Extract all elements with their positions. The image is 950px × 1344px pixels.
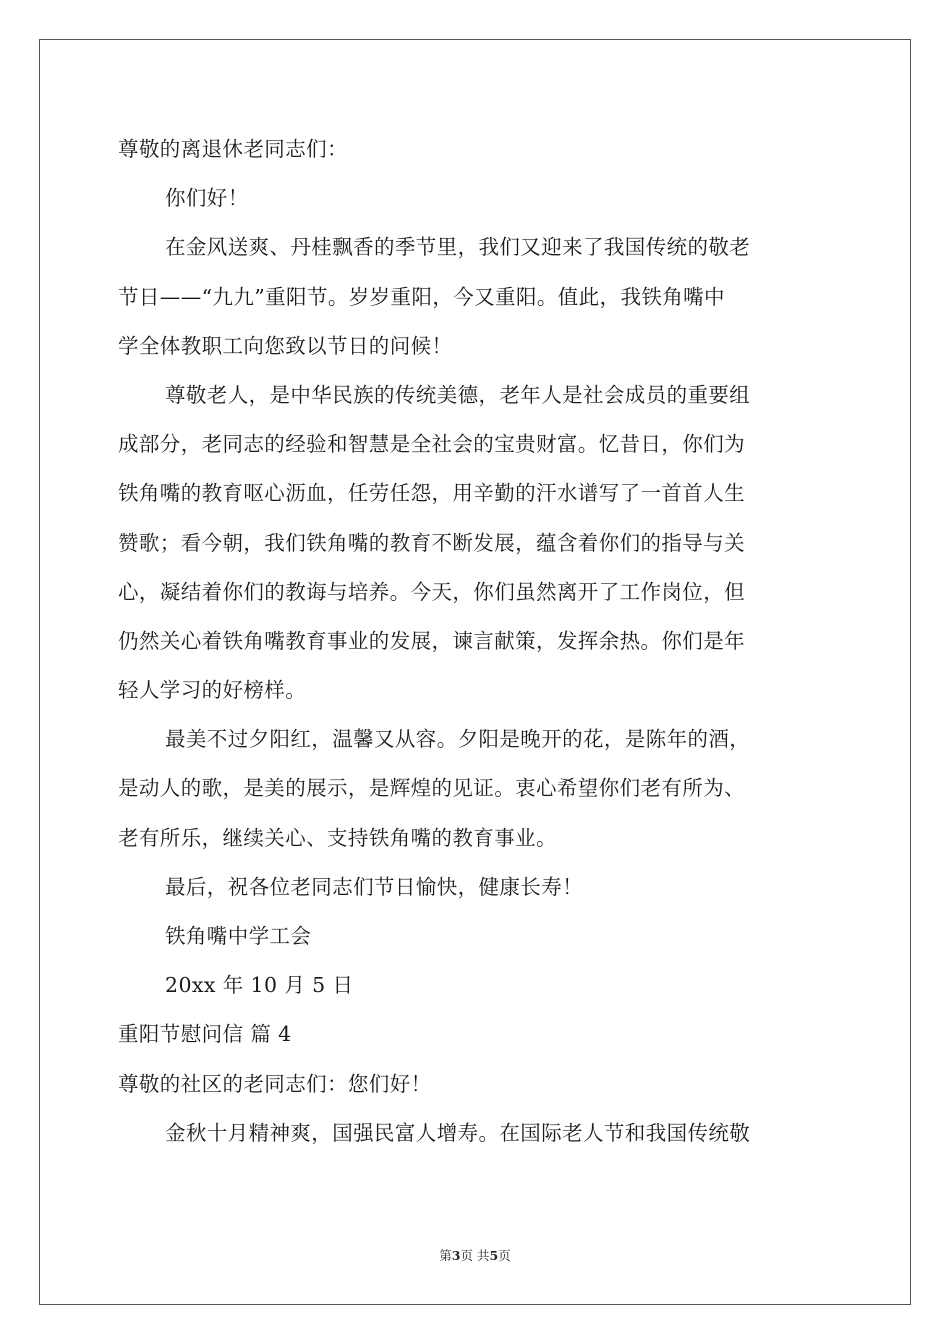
paragraph-line: 尊敬老人，是中华民族的传统美德，老年人是社会成员的重要组: [165, 382, 751, 407]
footer-total-pages: 5: [489, 1248, 499, 1263]
paragraph-line: 节日——“九九”重阳节。岁岁重阳，今又重阳。值此，我铁角嘴中: [118, 284, 725, 309]
page-footer: [0, 1246, 950, 1264]
salutation-community: 尊敬的社区的老同志们：您们好！: [118, 1071, 432, 1096]
footer-prefix: 第: [439, 1248, 452, 1263]
paragraph-line: 轻人学习的好榜样。: [118, 678, 307, 703]
paragraph-line: 成部分，老同志的经验和智慧是全社会的宝贵财富。忆昔日，你们为: [118, 432, 745, 457]
signature-org: 铁角嘴中学工会: [165, 924, 312, 948]
footer-current-page: 3: [451, 1248, 461, 1263]
paragraph-line: 是动人的歌，是美的展示，是辉煌的见证。衷心希望你们老有所为、: [118, 776, 745, 801]
document-body: [118, 125, 838, 1158]
paragraph-line: 学全体教职工向您致以节日的问候！: [118, 333, 453, 358]
section-heading: 重阳节慰问信 篇 4: [118, 1022, 292, 1047]
footer-mid: 页 共: [460, 1248, 490, 1263]
paragraph-line: 铁角嘴的教育呕心沥血，任劳任怨，用辛勤的汗水谱写了一首首人生: [118, 481, 745, 506]
salutation-retirees: 尊敬的离退休老同志们：: [118, 137, 348, 161]
paragraph-line: 金秋十月精神爽，国强民富人增寿。在国际老人节和我国传统敬: [165, 1120, 751, 1145]
greeting-line: 你们好！: [165, 186, 249, 211]
closing-wish: 最后，祝各位老同志们节日愉快，健康长寿！: [165, 874, 583, 899]
paragraph-line: 仍然关心着铁角嘴教育事业的发展，谏言献策，发挥余热。你们是年: [118, 628, 745, 653]
paragraph-line: 心，凝结着你们的教诲与培养。今天，你们虽然离开了工作岗位，但: [118, 579, 745, 604]
paragraph-line: 老有所乐，继续关心、支持铁角嘴的教育事业。: [118, 825, 557, 850]
paragraph-line: 赞歌；看今朝，我们铁角嘴的教育不断发展，蕴含着你们的指导与关: [118, 530, 745, 555]
signature-date: 20xx 年 10 月 5 日: [165, 973, 354, 998]
paragraph-line: 最美不过夕阳红，温馨又从容。夕阳是晚开的花，是陈年的酒，: [165, 727, 751, 752]
paragraph-line: 在金风送爽、丹桂飘香的季节里，我们又迎来了我国传统的敬老: [165, 235, 751, 260]
footer-suffix: 页: [498, 1248, 511, 1263]
